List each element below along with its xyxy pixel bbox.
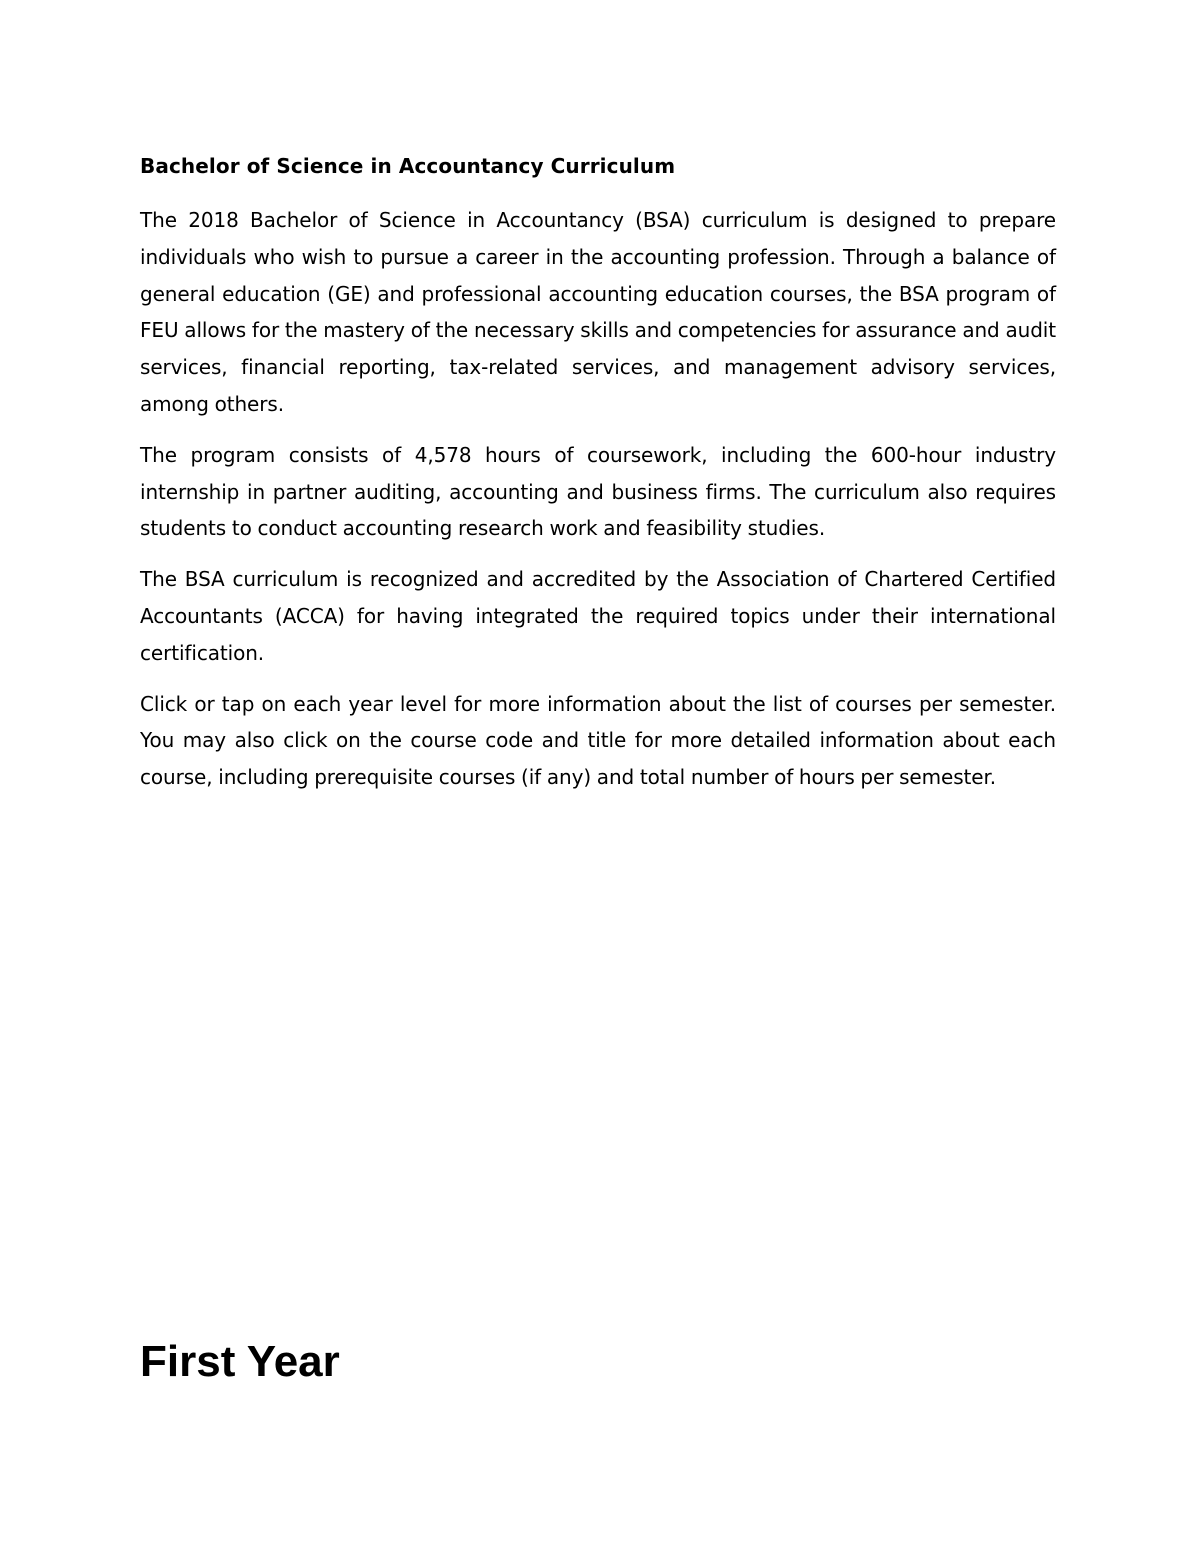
paragraph-accreditation: The BSA curriculum is recognized and accredited by the Association of Chartered Certified Accountants (ACCA) for having integrated the required topics under their international certification. xyxy=(140,567,1056,665)
section-heading-first-year[interactable]: First Year xyxy=(140,1337,340,1386)
document-title: Bachelor of Science in Accountancy Curriculum xyxy=(140,154,676,178)
document-body xyxy=(140,150,1056,810)
paragraph-instructions: Click or tap on each year level for more information about the list of courses per semester. You may also click on the course code and title for more detailed information about each course, including prerequisite courses (if any) and total number of hours per semester. xyxy=(140,691,1056,790)
paragraph-intro: The 2018 Bachelor of Science in Accountancy (BSA) curriculum is designed to prepare individuals who wish to pursue a career in the accounting profession. Through a balance of general education (GE) and professional accounting education courses, the BSA program of FEU allows for the mastery of the necessary skills and competencies for assurance and audit services, financial reporting, tax-related services, and management advisory services, among others. xyxy=(140,208,1056,416)
paragraph-program-hours: The program consists of 4,578 hours of coursework, including the 600-hour industry internship in partner auditing, accounting and business firms. The curriculum also requires students to conduct accounting research work and feasibility studies. xyxy=(140,442,1056,541)
